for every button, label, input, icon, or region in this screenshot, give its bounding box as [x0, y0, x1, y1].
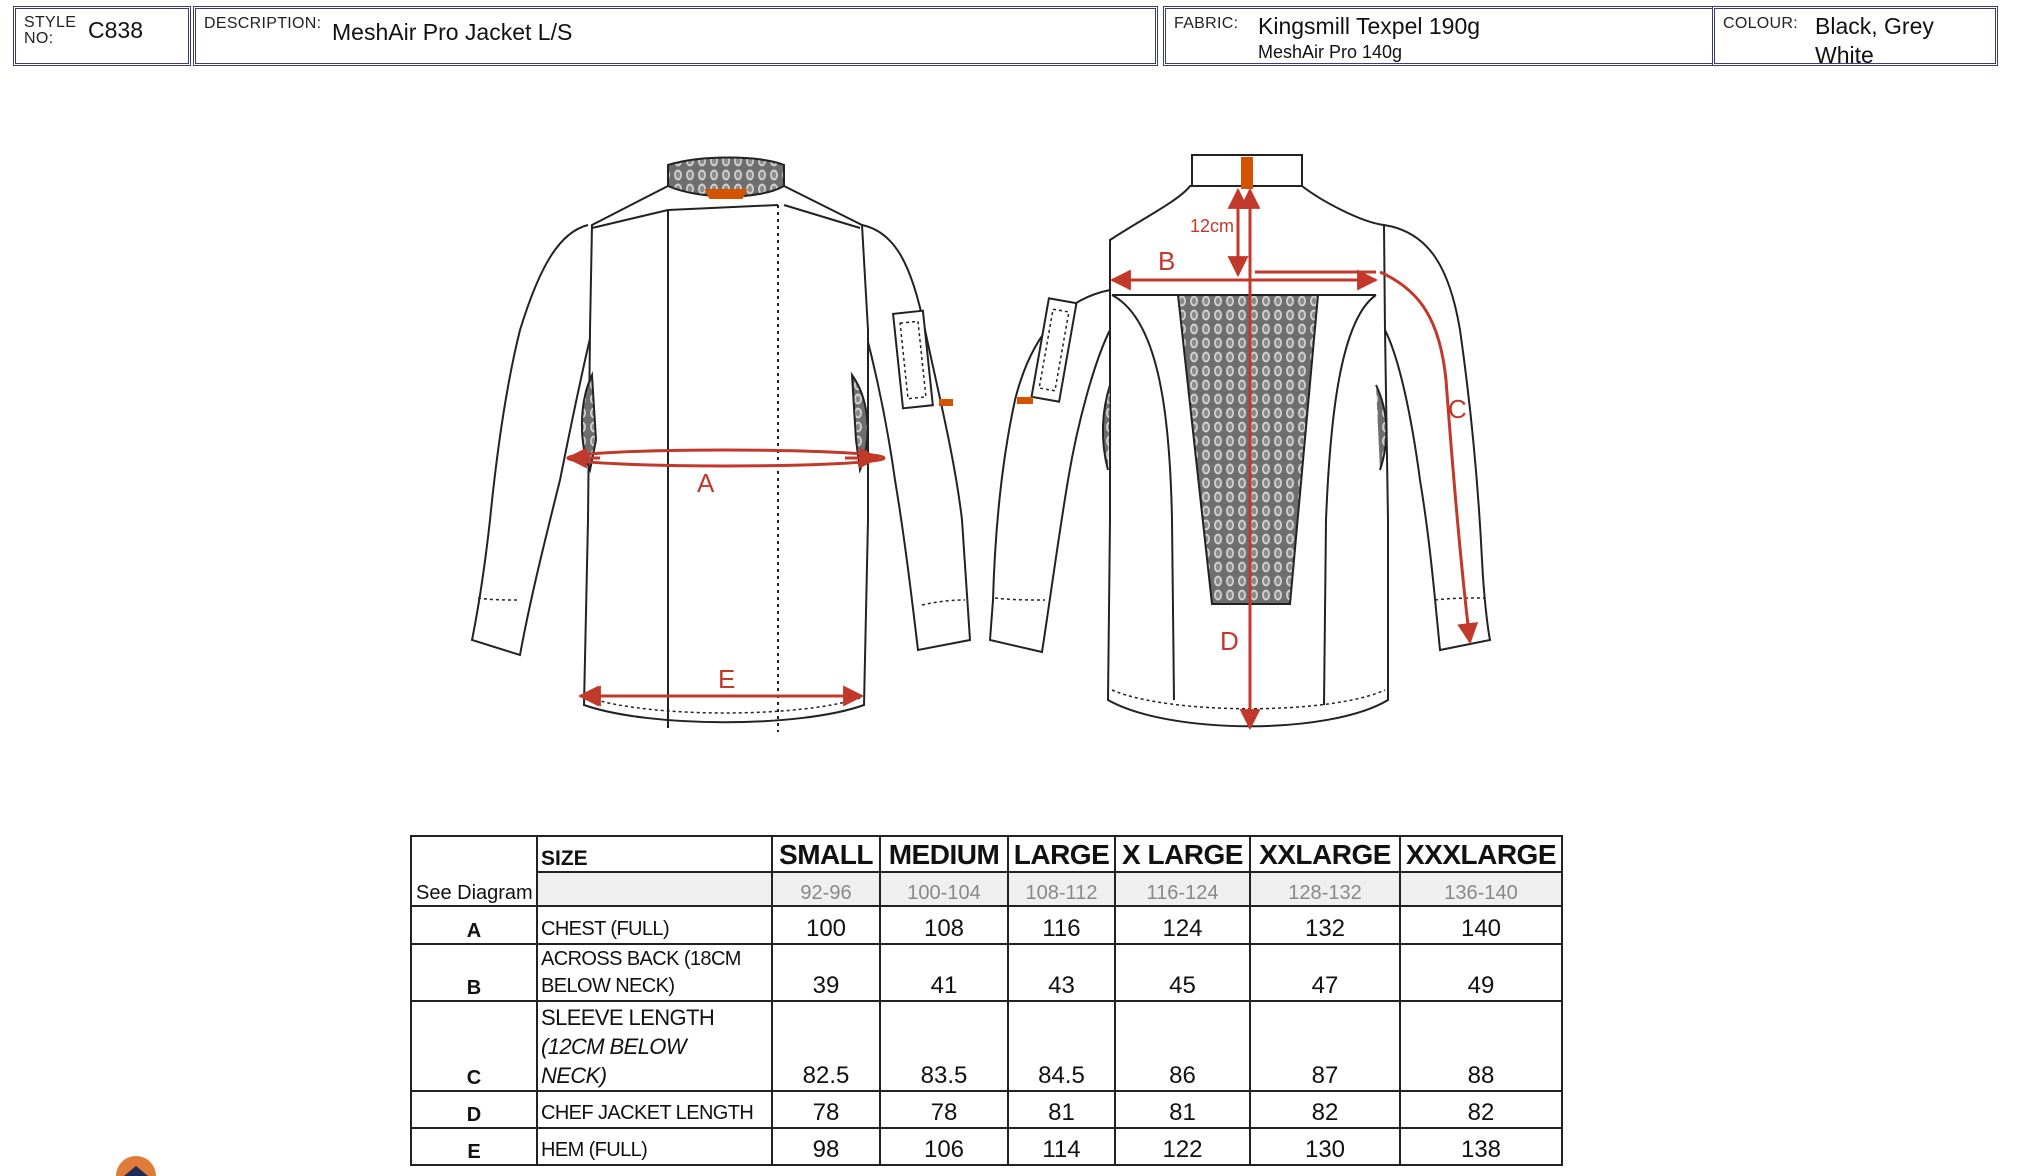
measurement-value: 82.5 — [772, 1001, 880, 1091]
label-d: D — [1220, 626, 1239, 656]
measurement-value: 82 — [1250, 1091, 1400, 1128]
measurement-value: 45 — [1115, 944, 1250, 1001]
style-value: C838 — [88, 17, 143, 43]
size-medium: MEDIUM — [880, 836, 1008, 872]
measurement-value: 138 — [1400, 1128, 1562, 1165]
label-neck-offset: 12cm — [1190, 216, 1235, 236]
measurement-value: 49 — [1400, 944, 1562, 1001]
measurement-value: 83.5 — [880, 1001, 1008, 1091]
fabric-label: FABRIC: — [1174, 15, 1239, 32]
description-label: DESCRIPTION: — [204, 15, 322, 32]
label-a: A — [697, 468, 715, 498]
size-range: 108-112 — [1008, 872, 1115, 906]
size-range: 128-132 — [1250, 872, 1400, 906]
description-value: MeshAir Pro Jacket L/S — [332, 19, 573, 45]
measurement-value: 43 — [1008, 944, 1115, 1001]
size-range: 136-140 — [1400, 872, 1562, 906]
fabric-value: Kingsmill Texpel 190g — [1258, 13, 1481, 39]
size-label: SIZE — [537, 836, 772, 872]
table-row — [411, 906, 1562, 944]
measurement-value: 88 — [1400, 1001, 1562, 1091]
front-right-sleeve — [862, 225, 970, 650]
size-xxx-large: XXXLARGE — [1400, 836, 1562, 872]
size-small: SMALL — [772, 836, 880, 872]
back-right-sleeve — [1384, 225, 1490, 650]
row-letter: D — [411, 1091, 537, 1128]
table-row — [411, 1091, 1562, 1128]
measurement-name: CHEF JACKET LENGTH — [537, 1091, 772, 1128]
row-letter: C — [411, 1001, 537, 1091]
measurement-value: 78 — [772, 1091, 880, 1128]
measurement-value: 41 — [880, 944, 1008, 1001]
measurement-value: 132 — [1250, 906, 1400, 944]
row-letter: B — [411, 944, 537, 1001]
table-row — [411, 944, 1562, 1001]
front-body — [584, 186, 868, 722]
front-left-sleeve — [472, 225, 592, 655]
size-range-blank — [537, 872, 772, 906]
measurement-value: 124 — [1115, 906, 1250, 944]
size-range: 116-124 — [1115, 872, 1250, 906]
measurement-value: 47 — [1250, 944, 1400, 1001]
size-range-row — [411, 872, 1562, 906]
size-chart-table — [410, 835, 1563, 1166]
table-row — [411, 1001, 1562, 1091]
measurement-value: 39 — [772, 944, 880, 1001]
fabric-value-secondary: MeshAir Pro 140g — [1258, 42, 1403, 62]
measurement-value: 78 — [880, 1091, 1008, 1128]
measurement-name: ACROSS BACK (18CM BELOW NECK) — [537, 944, 772, 1001]
measurement-value: 87 — [1250, 1001, 1400, 1091]
measurement-value: 82 — [1400, 1091, 1562, 1128]
measurement-value: 140 — [1400, 906, 1562, 944]
label-e: E — [718, 664, 736, 694]
size-range: 100-104 — [880, 872, 1008, 906]
measurement-value: 122 — [1115, 1128, 1250, 1165]
size-x-large: X LARGE — [1115, 836, 1250, 872]
measurement-value: 108 — [880, 906, 1008, 944]
style-label: STYLE NO: — [24, 14, 77, 47]
colour-value-secondary: White — [1815, 42, 1874, 68]
front-view — [472, 158, 970, 733]
blank-corner-cell — [411, 836, 537, 872]
colour-label: COLOUR: — [1723, 15, 1798, 32]
measurement-value: 86 — [1115, 1001, 1250, 1091]
size-large: LARGE — [1008, 836, 1115, 872]
measurement-value: 130 — [1250, 1128, 1400, 1165]
label-c: C — [1448, 394, 1467, 424]
measurement-value: 84.5 — [1008, 1001, 1115, 1091]
measurement-value: 98 — [772, 1128, 880, 1165]
measurement-name: CHEST (FULL) — [537, 906, 772, 944]
back-view — [990, 155, 1490, 726]
measurement-value: 114 — [1008, 1128, 1115, 1165]
see-diagram-label: See Diagram — [411, 872, 537, 906]
measurement-name: SLEEVE LENGTH (12CM BELOW NECK) — [537, 1001, 772, 1091]
colour-value: Black, Grey — [1815, 13, 1934, 39]
measurement-name: HEM (FULL) — [537, 1128, 772, 1165]
measurement-value: 81 — [1008, 1091, 1115, 1128]
size-range: 92-96 — [772, 872, 880, 906]
label-b: B — [1158, 246, 1176, 276]
brand-logo-partial — [112, 1150, 162, 1176]
measurement-value: 81 — [1115, 1091, 1250, 1128]
measurement-value: 116 — [1008, 906, 1115, 944]
row-letter: A — [411, 906, 537, 944]
size-header-row — [411, 836, 1562, 872]
measurement-value: 106 — [880, 1128, 1008, 1165]
size-xx-large: XXLARGE — [1250, 836, 1400, 872]
measurement-value: 100 — [772, 906, 880, 944]
table-row — [411, 1128, 1562, 1165]
row-letter: E — [411, 1128, 537, 1165]
